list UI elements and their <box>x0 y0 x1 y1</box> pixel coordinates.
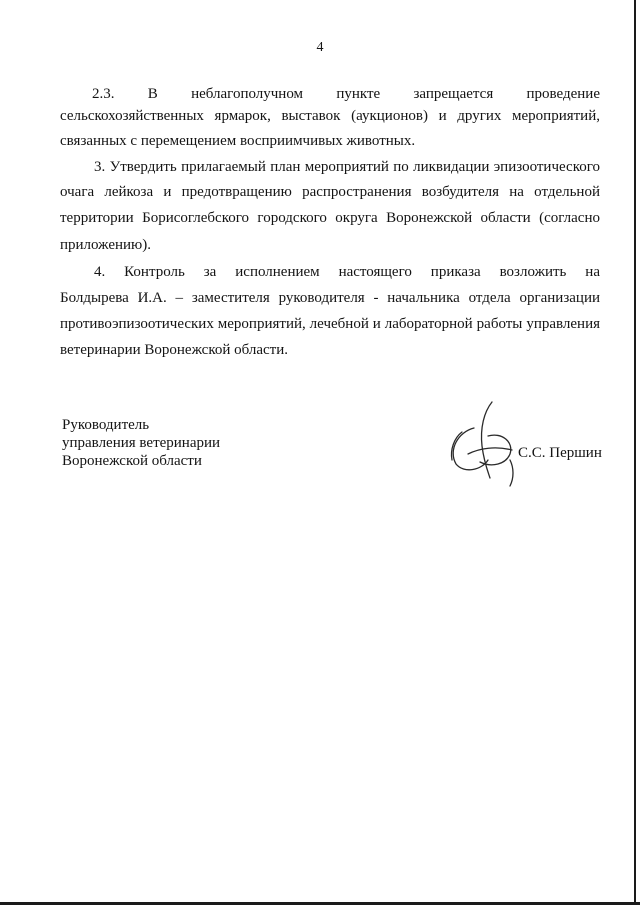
page-number: 4 <box>316 40 324 55</box>
paragraph-4-line-3: противоэпизоотических мероприятий, лечебной и лабораторной работы управления <box>60 316 600 332</box>
paragraph-2-3-line-3: связанных с перемещением восприимчивых животных. <box>60 133 416 149</box>
signatory-title <box>62 416 220 470</box>
paragraph-4-line-4: ветеринарии Воронежской области. <box>60 342 289 358</box>
signatory-name: С.С. Першин <box>518 445 602 461</box>
scan-edge-right <box>634 0 636 905</box>
paragraph-2-3-line-1: 2.3. В неблагополучном пункте запрещается проведение <box>92 86 600 102</box>
paragraph-3-line-4: приложению). <box>60 237 151 253</box>
paragraph-2-3-line-2: сельскохозяйственных ярмарок, выставок (аукционов) и других мероприятий, <box>60 108 600 124</box>
signatory-title-line: Воронежской области <box>62 453 202 469</box>
paragraph-3-line-1: 3. Утвердить прилагаемый план мероприятий по ликвидации эпизоотического <box>94 159 600 175</box>
paragraph-4-line-1: 4. Контроль за исполнением настоящего приказа возложить на <box>94 264 600 280</box>
handwritten-signature <box>440 398 550 488</box>
paragraph-3-line-2: очага лейкоза и предотвращению распространения возбудителя на отдельной <box>60 184 600 200</box>
signatory-title-line: управления ветеринарии <box>62 435 221 451</box>
paragraph-4-line-2: Болдырева И.А. – заместителя руководителя - начальника отдела организации <box>60 290 600 306</box>
signatory-title-line: Руководитель <box>62 417 150 433</box>
paragraph-3-line-3: территории Борисоглебского городского округа Воронежской области (согласно <box>60 210 600 226</box>
